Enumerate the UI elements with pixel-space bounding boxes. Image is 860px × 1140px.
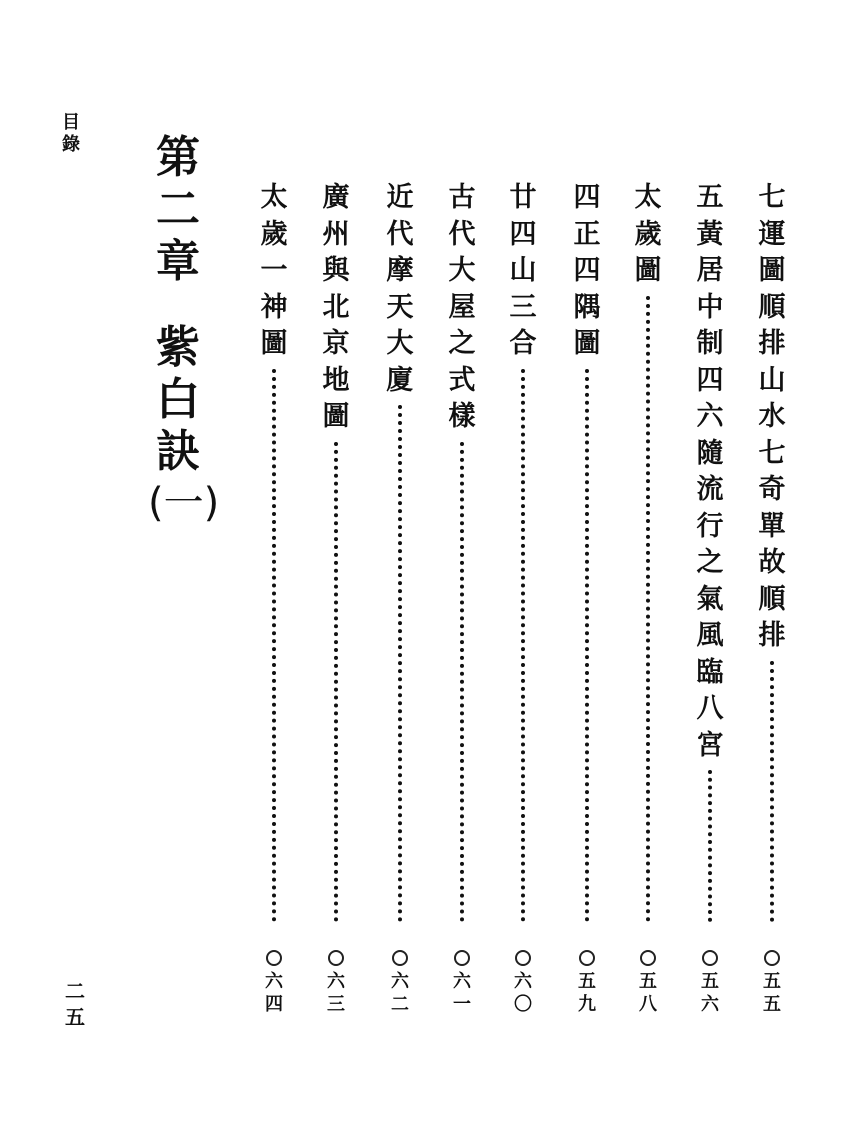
glyph: 正 [573,218,601,250]
glyph: 大 [448,255,476,286]
glyph: 目 [62,112,80,133]
toc-entry-title [380,180,420,399]
glyph: 三 [327,994,345,1015]
glyph: 廣 [322,182,350,213]
glyph: 順 [758,291,786,323]
toc-entry[interactable] [628,180,668,922]
glyph: 運 [758,218,786,250]
toc-page-number [453,970,471,1016]
leader-dots [585,369,589,923]
glyph: 氣 [696,583,724,615]
glyph: 圖 [260,328,288,359]
glyph: 古 [448,182,476,213]
toc-entry-title [442,180,482,436]
glyph: 中 [696,291,724,323]
toc-page-number [763,970,781,1016]
glyph: 山 [509,255,537,286]
glyph: 六 [391,971,409,992]
glyph: 六 [696,401,724,432]
glyph: 圖 [322,401,350,432]
glyph: 九 [578,994,596,1015]
circle-marker-icon [702,950,718,966]
circle-marker-icon [266,950,282,966]
glyph: 三 [509,291,537,323]
glyph: 宮 [696,729,724,761]
toc-page-number [327,970,345,1016]
glyph: 摩 [386,255,414,286]
glyph: 七 [758,182,786,213]
glyph: 八 [696,693,724,724]
glyph: 近 [386,182,414,213]
toc-page-ref [503,950,543,1016]
glyph: 四 [573,182,601,213]
toc-page-ref [316,950,356,1016]
toc-page-number [701,970,719,1016]
glyph: 與 [322,255,350,286]
toc-entry[interactable] [503,180,543,922]
toc-page-number [578,970,596,1016]
glyph: 行 [696,510,724,542]
glyph: 山 [758,364,786,396]
glyph: 五 [701,971,719,992]
glyph: 黃 [696,218,724,250]
glyph: 廿 [509,182,537,213]
toc-entry[interactable] [690,180,730,922]
glyph: 四 [573,255,601,286]
glyph: 神 [260,291,288,323]
glyph: 五 [578,971,596,992]
glyph: 太 [260,182,288,213]
toc-entry[interactable] [316,180,356,922]
glyph: 樣 [448,401,476,432]
leader-dots [334,442,338,923]
circle-marker-icon [392,950,408,966]
glyph: 五 [696,182,724,213]
toc-page-ref [442,950,482,1016]
toc-entry-title [316,180,356,436]
glyph: 太 [634,182,662,213]
toc-entry[interactable] [442,180,482,922]
circle-marker-icon [579,950,595,966]
toc-entry-title [503,180,543,363]
glyph: 六 [514,971,532,992]
glyph: 地 [322,364,350,396]
glyph: 代 [448,218,476,250]
glyph: 隨 [696,437,724,469]
glyph: 第 [156,132,200,183]
glyph: 北 [322,291,350,323]
glyph: 之 [696,547,724,578]
toc-entry[interactable] [254,180,294,922]
glyph: 四 [696,364,724,396]
toc-page-ref [690,950,730,1016]
leader-dots [272,369,276,923]
page-number [62,978,88,1030]
glyph: 圖 [573,328,601,359]
glyph: 圖 [758,255,786,286]
toc-entry[interactable] [567,180,607,922]
glyph: 〇 [514,994,532,1015]
toc-page-ref [628,950,668,1016]
glyph: 一 [260,255,288,286]
circle-marker-icon [328,950,344,966]
circle-marker-icon [454,950,470,966]
glyph: 白 [156,374,200,425]
glyph: 六 [265,971,283,992]
leader-dots [398,405,402,922]
toc-entry-title [567,180,607,363]
glyph: 五 [763,994,781,1015]
circle-marker-icon [764,950,780,966]
glyph: 六 [327,971,345,992]
glyph: 二 [391,994,409,1015]
glyph: 代 [386,218,414,250]
glyph: 排 [758,620,786,651]
glyph: 五 [65,1005,85,1029]
glyph: 五 [639,971,657,992]
chapter-heading [148,132,220,528]
toc-entry-title [752,180,792,655]
glyph: 二 [156,184,200,235]
leader-dots [708,770,712,922]
circle-marker-icon [640,950,656,966]
glyph: 六 [701,994,719,1015]
glyph: 之 [448,328,476,359]
leader-dots [460,442,464,923]
glyph: 歲 [634,218,662,250]
glyph: 屋 [448,291,476,323]
toc-entry-title [254,180,294,363]
glyph: 天 [386,291,414,323]
toc-page-number [265,970,283,1016]
glyph: 訣 [156,426,200,477]
glyph: 順 [758,583,786,615]
glyph: 圖 [634,255,662,286]
glyph: 州 [322,218,350,250]
glyph: 制 [696,328,724,359]
circle-marker-icon [515,950,531,966]
glyph: 歲 [260,218,288,250]
toc-page-ref [380,950,420,1016]
glyph: 單 [758,510,786,542]
chapter-number [148,132,208,288]
glyph: 排 [758,328,786,359]
chapter-part: (一) [148,480,220,526]
glyph: 一 [453,994,471,1015]
leader-dots [521,369,525,923]
heading-gap [148,288,208,322]
leader-dots [646,296,650,923]
glyph: 水 [758,401,786,432]
glyph: 廈 [386,364,414,396]
chapter-title [148,322,208,478]
glyph: 紫 [156,322,200,373]
glyph: 四 [265,994,283,1015]
glyph: 八 [639,994,657,1015]
toc-entry-title [690,180,730,764]
toc-entry[interactable] [752,180,792,922]
glyph: 風 [696,620,724,651]
running-header-text [58,112,84,156]
glyph: 錄 [62,134,80,155]
glyph: 臨 [696,656,724,688]
toc-entry[interactable] [380,180,420,922]
glyph: 合 [509,328,537,359]
toc-page-number [391,970,409,1016]
glyph: 四 [509,218,537,250]
glyph: 七 [758,437,786,469]
glyph: 奇 [758,474,786,505]
glyph: 大 [386,328,414,359]
toc-entry-title [628,180,668,290]
glyph: 京 [322,328,350,359]
glyph: 隅 [573,291,601,323]
glyph: 章 [156,236,200,287]
toc-page-ref [752,950,792,1016]
glyph: 五 [763,971,781,992]
toc-page-number [514,970,532,1016]
glyph: 六 [453,971,471,992]
glyph: 故 [758,547,786,578]
glyph: 流 [696,474,724,505]
toc-page-ref [567,950,607,1016]
toc-page-ref [254,950,294,1016]
glyph: 二 [65,979,85,1003]
glyph: 居 [696,255,724,286]
running-header [58,112,84,156]
toc-page-number [639,970,657,1016]
leader-dots [770,661,774,923]
page-number-text [62,978,88,1030]
glyph: 式 [448,364,476,396]
